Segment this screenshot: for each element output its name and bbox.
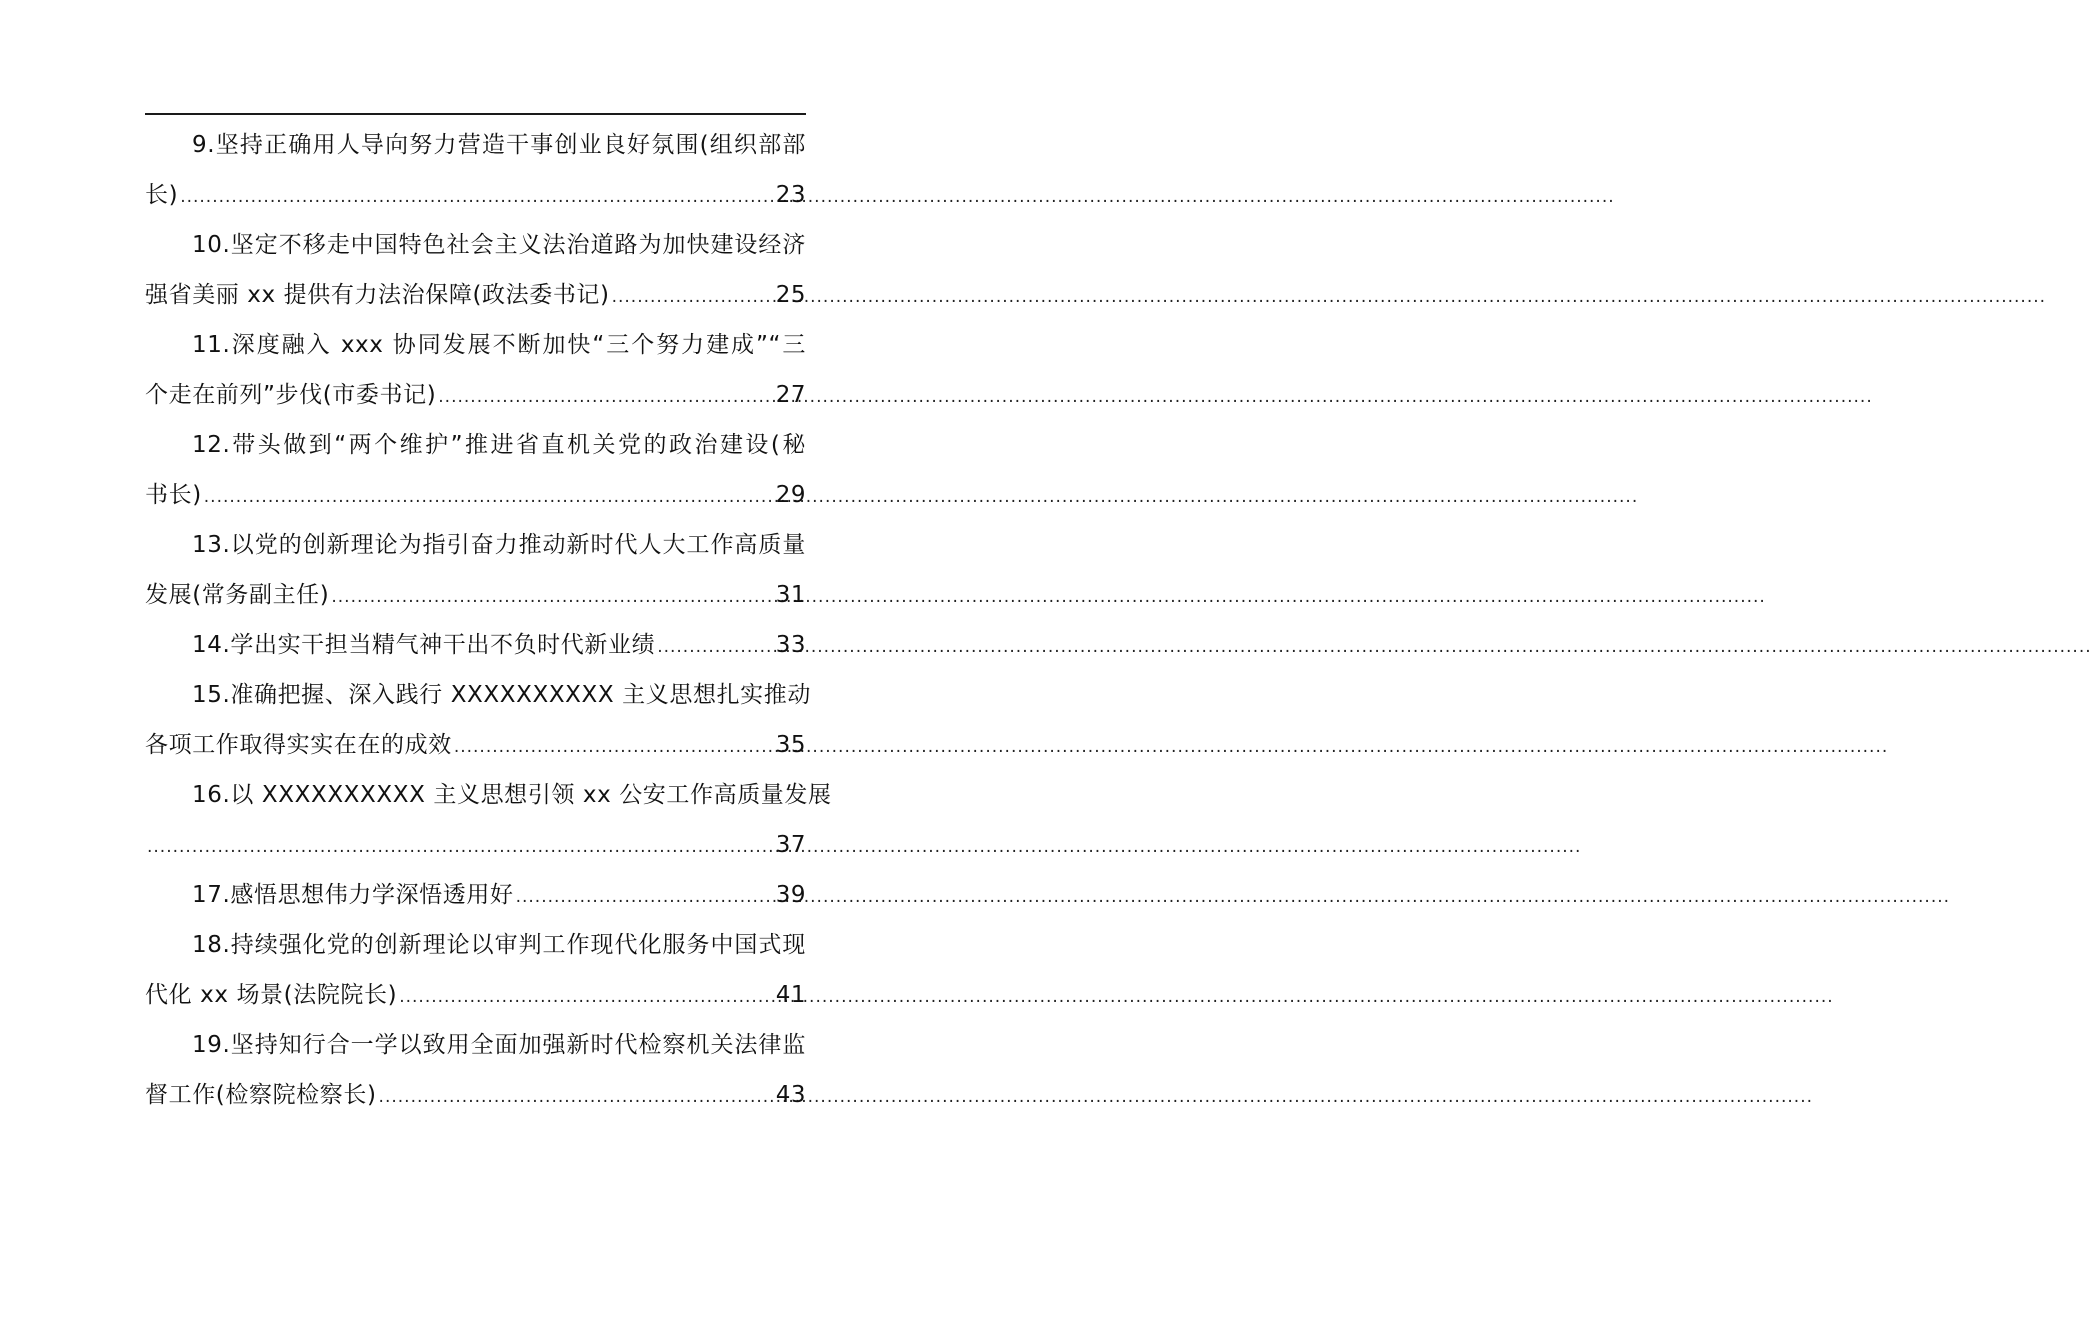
toc-page-number: 39	[775, 882, 806, 908]
toc-entry-text: 16.以 XXXXXXXXXX 主义思想引领 xx 公安工作高质量发展	[192, 782, 832, 808]
toc-line[interactable]	[145, 820, 806, 870]
toc-entry-text: 12.带头做到“两个维护”推进省直机关党的政治建设(秘	[192, 432, 806, 458]
toc-page-number: 29	[775, 482, 806, 508]
dot-leader	[655, 622, 776, 672]
dot-leader	[202, 472, 776, 522]
dot-leader	[329, 572, 775, 622]
toc-line[interactable]	[145, 720, 806, 770]
toc-line[interactable]	[145, 320, 806, 370]
toc-entry-text: 10.坚定不移走中国特色社会主义法治道路为加快建设经济	[192, 232, 806, 258]
toc-entry-text: 长)	[145, 182, 179, 208]
toc-line[interactable]	[145, 970, 806, 1020]
toc-line[interactable]	[145, 620, 806, 670]
toc-entry-text: 15.准确把握、深入践行 XXXXXXXXXX 主义思想扎实推动	[192, 682, 811, 708]
dot-leader	[178, 172, 776, 222]
toc-line[interactable]	[145, 1070, 806, 1120]
dot-leader	[397, 972, 776, 1022]
toc-line[interactable]	[145, 270, 806, 320]
dot-leader	[452, 722, 776, 772]
dot-leader	[436, 372, 775, 422]
toc-page-number: 31	[775, 582, 806, 608]
toc-line[interactable]	[145, 420, 806, 470]
toc-entry-text: 书长)	[145, 482, 202, 508]
toc-page-number: 25	[775, 282, 806, 308]
toc-line[interactable]	[145, 920, 806, 970]
toc-page-number: 41	[775, 982, 806, 1008]
toc-page-number: 33	[775, 632, 806, 658]
toc-line[interactable]	[145, 370, 806, 420]
toc-page-number: 27	[775, 382, 806, 408]
toc-entry-text: 13.以党的创新理论为指引奋力推动新时代人大工作高质量	[192, 532, 806, 558]
toc-entry-text: 代化 xx 场景(法院院长)	[145, 982, 398, 1008]
table-of-contents	[145, 120, 832, 1120]
toc-line[interactable]	[145, 670, 811, 720]
toc-page-number: 23	[775, 182, 806, 208]
toc-line[interactable]	[145, 220, 806, 270]
toc-line[interactable]	[145, 470, 806, 520]
document-page	[0, 0, 950, 1344]
dot-leader	[514, 872, 776, 922]
toc-entry-text: 14.学出实干担当精气神干出不负时代新业绩	[192, 632, 656, 658]
toc-entry-text: 17.感悟思想伟力学深悟透用好	[192, 882, 514, 908]
dot-leader	[377, 1072, 776, 1122]
toc-line[interactable]	[145, 870, 806, 920]
toc-page-number: 35	[775, 732, 806, 758]
toc-line[interactable]	[145, 120, 806, 170]
toc-line[interactable]	[145, 1020, 806, 1070]
toc-entry-text: 个走在前列”步伐(市委书记)	[145, 382, 437, 408]
dot-leader	[610, 272, 776, 322]
toc-entry-text: 各项工作取得实实在在的成效	[145, 732, 452, 758]
toc-entry-text: 发展(常务副主任)	[145, 582, 330, 608]
toc-line[interactable]	[145, 770, 832, 820]
toc-entry-text: 强省美丽 xx 提供有力法治保障(政法委书记)	[145, 282, 610, 308]
toc-entry-text: 19.坚持知行合一学以致用全面加强新时代检察机关法律监	[192, 1032, 806, 1058]
toc-entry-text: 11.深度融入 xxx 协同发展不断加快“三个努力建成”“三	[192, 332, 806, 358]
toc-page-number: 43	[775, 1082, 806, 1108]
toc-line[interactable]	[145, 570, 806, 620]
toc-entry-text: 督工作(检察院检察长)	[145, 1082, 377, 1108]
toc-page-number: 37	[775, 832, 806, 858]
toc-entry-text: 9.坚持正确用人导向努力营造干事创业良好氛围(组织部部	[192, 132, 806, 158]
header-rule	[145, 113, 806, 115]
toc-line[interactable]	[145, 170, 806, 220]
dot-leader	[145, 822, 776, 872]
toc-line[interactable]	[145, 520, 806, 570]
toc-entry-text: 18.持续强化党的创新理论以审判工作现代化服务中国式现	[192, 932, 806, 958]
